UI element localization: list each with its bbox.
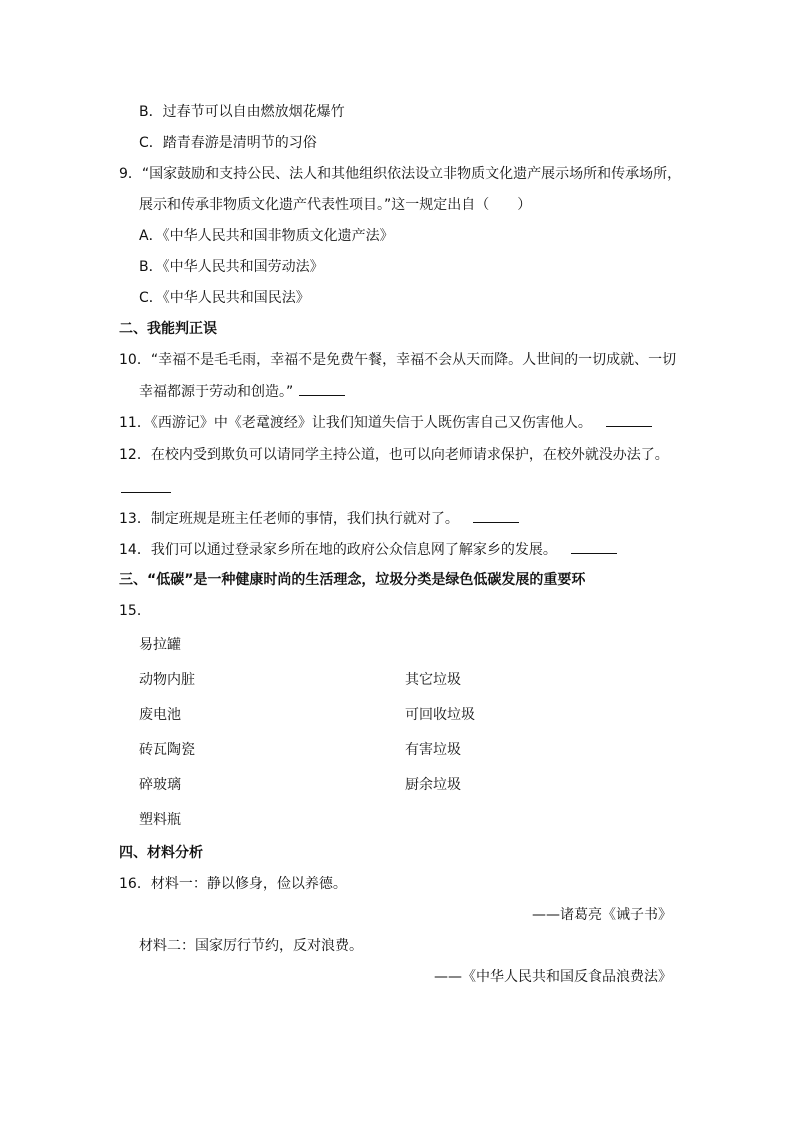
q13-answer-blank[interactable] <box>473 508 519 523</box>
item-batteries[interactable]: 废电池 <box>139 707 181 723</box>
category-other-waste[interactable]: 其它垃圾 <box>405 672 461 688</box>
q13 <box>119 508 519 529</box>
section-two-heading: 二、我能判正误 <box>119 321 217 337</box>
q11 <box>119 412 652 433</box>
q12: 12．在校内受到欺负可以请同学主持公道，也可以向老师请求保护，在校外就没办法了。 <box>119 447 669 463</box>
item-broken-glass[interactable]: 碎玻璃 <box>139 777 181 793</box>
q14-text: 14．我们可以通过登录家乡所在地的政府公众信息网了解家乡的发展。 <box>119 542 557 558</box>
q16-material1: 16．材料一：静以修身，俭以养德。 <box>119 876 347 892</box>
q13-text: 13．制定班规是班主任老师的事情，我们执行就对了。 <box>119 511 459 527</box>
option-c-qingming: C．踏青春游是清明节的习俗 <box>139 135 317 151</box>
q11-answer-blank[interactable] <box>606 412 652 427</box>
q10-line1: 10．“幸福不是毛毛雨，幸福不是免费午餐，幸福不会从天而降。人世间的一切成就、一切 <box>119 352 677 368</box>
section-four-heading: 四、材料分析 <box>119 845 203 861</box>
q14-answer-blank[interactable] <box>571 539 617 554</box>
q9-option-c: C．《中华人民共和国民法》 <box>139 290 310 306</box>
section-three-heading: 三、“低碳”是一种健康时尚的生活理念，垃圾分类是绿色低碳发展的重要环 <box>119 572 586 588</box>
category-recyclable[interactable]: 可回收垃圾 <box>405 707 475 723</box>
q10-text: 幸福都源于劳动和创造。” <box>139 384 294 400</box>
q14 <box>119 539 617 560</box>
item-plastic-bottle[interactable]: 塑料瓶 <box>139 812 181 828</box>
q15-number: 15． <box>119 603 151 619</box>
source-zhuge-liang: ——诸葛亮《诫子书》 <box>532 907 672 923</box>
q9-line1: 9．“国家鼓励和支持公民、法人和其他组织依法设立非物质文化遗产展示场所和传承场所， <box>119 166 682 182</box>
q9-option-b: B．《中华人民共和国劳动法》 <box>139 259 324 275</box>
source-food-waste-law: ——《中华人民共和国反食品浪费法》 <box>434 969 672 985</box>
q10-answer-blank[interactable] <box>299 381 345 396</box>
option-b-firecrackers: B．过春节可以自由燃放烟花爆竹 <box>139 104 345 120</box>
item-cans[interactable]: 易拉罐 <box>139 637 181 653</box>
category-hazardous[interactable]: 有害垃圾 <box>405 742 461 758</box>
q9-option-a: A．《中华人民共和国非物质文化遗产法》 <box>139 228 394 244</box>
item-animal-organs[interactable]: 动物内脏 <box>139 672 195 688</box>
material2: 材料二：国家厉行节约，反对浪费。 <box>139 938 363 954</box>
q11-text: 11．《西游记》中《老鼋渡经》让我们知道失信于人既伤害自己又伤害他人。 <box>119 415 592 431</box>
q10-line2 <box>139 381 345 402</box>
q12-answer-blank[interactable] <box>121 491 171 493</box>
item-ceramics[interactable]: 砖瓦陶瓷 <box>139 742 195 758</box>
category-kitchen-waste[interactable]: 厨余垃圾 <box>405 777 461 793</box>
q9-line2: 展示和传承非物质文化遗产代表性项目。”这一规定出自（ ） <box>139 197 532 213</box>
